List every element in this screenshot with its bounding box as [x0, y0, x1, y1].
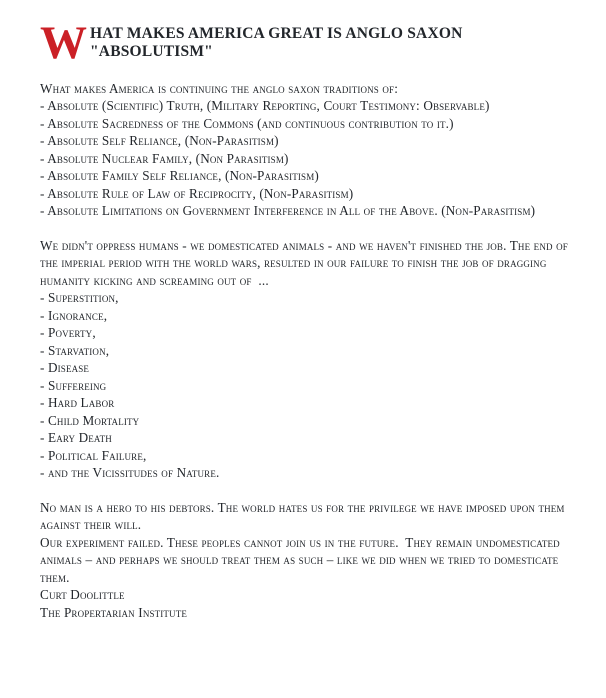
domestication-item: - Child Mortality — [40, 412, 140, 428]
traditions-item: - Absolute Rule of Law of Reciprocity, (Non-Parasitism) — [40, 185, 354, 201]
domestication-item: - Suffereing — [40, 377, 107, 393]
signature-name: Curt Doolittle — [40, 587, 125, 603]
domestication-item: - Starvation, — [40, 342, 110, 358]
signature — [40, 586, 568, 621]
domestication-item: - Superstition, — [40, 290, 119, 306]
domestication-item: - Hard Labor — [40, 395, 115, 411]
experiment-paragraph: Our experiment failed. These peoples cannot join us in the future. They remain undomesticated animals – and perhaps we should treat them as such – like we did when we tried to domesticate them. — [40, 534, 564, 585]
domestication-section — [40, 237, 572, 482]
title-text: HAT MAKES AMERICA GREAT IS ANGLO SAXON "ABSOLUTISM" — [90, 25, 463, 60]
debtors-paragraph: No man is a hero to his debtors. The world hates us for the privilege we have imposed upon them against their will. — [40, 499, 568, 533]
domestication-item: - Political Failure, — [40, 447, 147, 463]
traditions-item: - Absolute Sacredness of the Commons (and continuous contribution to it.) — [40, 115, 454, 131]
dropcap-letter: W — [40, 17, 87, 69]
signature-organization: The Propertarian Institute — [40, 604, 188, 620]
traditions-item: - Absolute Limitations on Government Interference in All of the Above. (Non-Parasitism) — [40, 203, 536, 219]
traditions-item: - Absolute (Scientific) Truth, (Military Reporting, Court Testimony: Observable) — [40, 98, 490, 114]
traditions-lead: What makes America is continuing the anglo saxon traditions of: — [40, 80, 399, 96]
domestication-item: - Poverty, — [40, 325, 96, 341]
traditions-item: - Absolute Nuclear Family, (Non Parasitism) — [40, 150, 289, 166]
traditions-item: - Absolute Family Self Reliance, (Non-Parasitism) — [40, 168, 319, 184]
traditions-item: - Absolute Self Reliance, (Non-Parasitism) — [40, 133, 279, 149]
domestication-item: - Eary Death — [40, 430, 112, 446]
domestication-item: - and the Vicissitudes of Nature. — [40, 465, 220, 481]
domestication-item: - Ignorance, — [40, 307, 108, 323]
domestication-item: - Disease — [40, 360, 90, 376]
document-title — [40, 17, 568, 69]
traditions-section — [40, 80, 568, 220]
domestication-paragraph: We didn't oppress humans - we domesticated animals - and we haven't finished the job. The end of the imperial period with the world wars, resulted in our failure to finish the job of dragging humanity kicking and screaming out of ... — [40, 237, 572, 288]
